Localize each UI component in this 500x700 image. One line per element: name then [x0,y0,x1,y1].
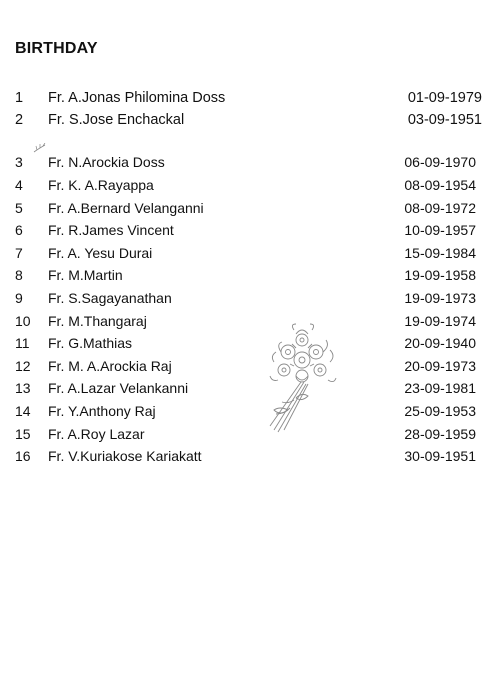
entry-number: 6 [15,222,23,238]
entry-name: Fr. A. Yesu Durai [48,245,153,261]
entry-number: 14 [15,403,31,419]
entry-date: 10-09-1957 [404,222,476,238]
list-item [0,446,500,466]
list-item [0,220,500,240]
list-item [0,198,500,218]
list-item [0,424,500,444]
entry-date: 30-09-1951 [404,448,476,464]
entry-date: 28-09-1959 [404,426,476,442]
entry-name: Fr. R.James Vincent [48,222,174,238]
list-item [0,88,500,108]
list-item [0,243,500,263]
entry-name: Fr. M.Thangaraj [48,313,147,329]
entry-number: 16 [15,448,31,464]
page-title: BIRTHDAY [15,40,98,57]
entry-name: Fr. M.Martin [48,267,123,283]
entry-number: 3 [15,154,23,170]
list-item [0,333,500,353]
list-item [0,311,500,331]
entry-number: 8 [15,267,23,283]
entry-name: Fr. V.Kuriakose Kariakatt [48,448,202,464]
list-item [0,401,500,421]
entry-name: Fr. N.Arockia Doss [48,154,165,170]
entry-name: Fr. S.Jose Enchackal [48,112,185,128]
entry-date: 15-09-1984 [404,245,476,261]
entry-number: 4 [15,177,23,193]
entry-name: Fr. G.Mathias [48,335,133,351]
list-item [0,110,500,130]
entry-number: 2 [15,112,24,128]
list-item [0,356,500,376]
entry-number: 12 [15,358,31,374]
entry-number: 9 [15,290,23,306]
entry-date: 03-09-1951 [407,112,482,128]
entry-number: 11 [15,335,30,351]
entry-number: 5 [15,200,23,216]
entry-name: Fr. A.Bernard Velanganni [48,200,204,216]
entry-number: 15 [15,426,31,442]
entry-date: 06-09-1970 [404,154,476,170]
entry-date: 19-09-1958 [404,267,476,283]
entry-number: 1 [15,90,24,106]
entry-date: 01-09-1979 [407,90,482,106]
entry-date: 25-09-1953 [404,403,476,419]
entry-number: 13 [15,380,31,396]
entry-date: 08-09-1954 [404,177,476,193]
entry-number: 7 [15,245,23,261]
entry-date: 20-09-1973 [404,358,476,374]
entry-date: 19-09-1973 [404,290,476,306]
entry-name: Fr. A.Jonas Philomina Doss [48,90,226,106]
entry-date: 19-09-1974 [404,313,476,329]
list-item [0,265,500,285]
entry-name: Fr. S.Sagayanathan [48,290,172,306]
entry-date: 20-09-1940 [404,335,476,351]
list-item [0,378,500,398]
list-item [0,288,500,308]
entry-date: 23-09-1981 [404,380,476,396]
list-item [0,152,500,172]
entry-name: Fr. K. A.Rayappa [48,177,154,193]
entry-name: Fr. A.Lazar Velankanni [48,380,189,396]
entry-name: Fr. Y.Anthony Raj [48,403,156,419]
entry-name: Fr. A.Roy Lazar [48,426,145,442]
entry-date: 08-09-1972 [404,200,476,216]
entry-number: 10 [15,313,31,329]
flower-bouquet-icon [268,322,340,434]
entry-name: Fr. M. A.Arockia Raj [48,358,172,374]
list-item [0,175,500,195]
